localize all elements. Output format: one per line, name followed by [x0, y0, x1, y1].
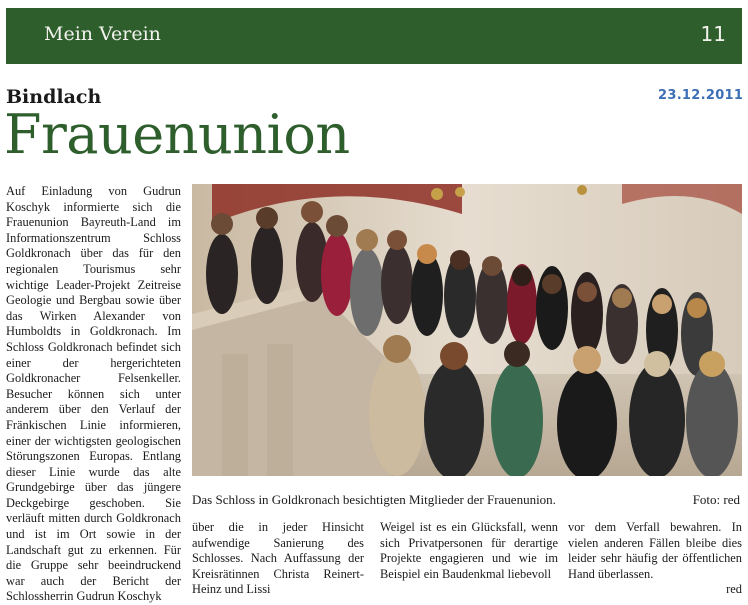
- group-photo: [192, 184, 742, 476]
- page-number: 11: [700, 22, 726, 46]
- article-headline: Frauenunion: [4, 103, 350, 166]
- photo-credit: Foto: red: [692, 492, 740, 507]
- section-title: Mein Verein: [44, 23, 161, 45]
- article-author: red: [726, 582, 742, 596]
- section-header-bar: [6, 8, 742, 64]
- article-date: 23.12.2011: [658, 88, 744, 103]
- article-column-3: Weigel ist es ein Glücksfall, wenn sich Privatpersonen für derartige Projekte engagieren und wie im Beispiel ein Baudenkmal liebevoll: [380, 520, 558, 581]
- article-column-4-text: vor dem Verfall bewahren. In vielen anderen Fällen bleibe dies leider sehr häufig der öffentlichen Hand überlassen.: [568, 520, 742, 581]
- article-kicker: Bindlach: [6, 86, 102, 108]
- article-column-2: über die in jeder Hinsicht aufwendige Sanierung des Schlosses. Nach Auffassung der Kreisrätinnen Christa Reinert-Heinz und Lissi: [192, 520, 364, 596]
- caption-text: Das Schloss in Goldkronach besichtigten Mitglieder der Frauenunion.: [192, 492, 556, 507]
- article-intro-column: Auf Einladung von Gudrun Koschyk informierte sich die Frauenunion Bayreuth-Land im Informationszentrum Schloss Goldkronach über das für den regionalen Tourismus sehr wichtige Leader-Projekt Zeitreise Geologie und Bergbau sowie über das Wirken Alexander von Humboldts in Goldkronach. Im Schloss Goldkronach befindet sich einer der hergerichteten Goldkronacher Felsenkeller. Besucher können sich unter anderem über den Verlauf der Fränkischen Linie informieren, einer der wichtigsten geologischen Störungszonen Europas. Entlang dieser Linie wurde das alte Grundgebirge über das jüngere Deckgebirge geschoben. Sie verläuft mitten durch Goldkronach und ist im Ort sowie in der Landschaft gut zu erkennen. Für die Gruppe sehr beeindruckend war auch der Bericht der Schlossherrin Gudrun Koschyk: [6, 184, 181, 604]
- photo-caption: [192, 492, 742, 508]
- article-column-4: [568, 520, 742, 596]
